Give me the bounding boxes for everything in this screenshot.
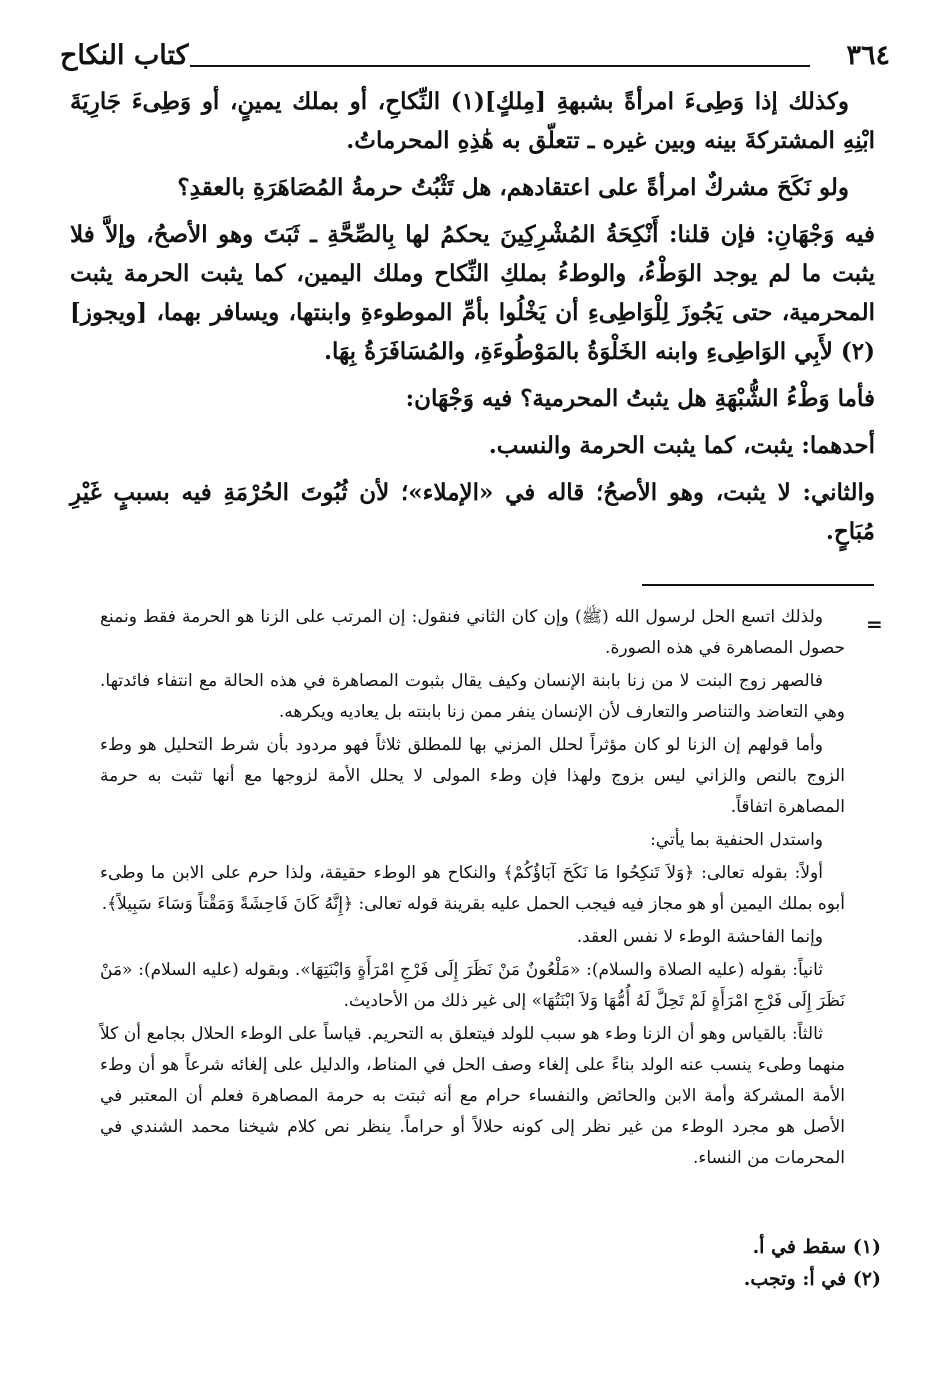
note-paragraph: أولاً: بقوله تعالى: ﴿وَلاَ تَنكِحُوا مَا نَكَحَ آبَاؤُكُمْ﴾ والنكاح هو الوطء حقيقة، ولذا حرم على الابن ما وطىء أبوه بملك اليمين أو هو مجاز فيه فيجب الحمل عليه بقرينة قوله تعالى: ﴿إِنَّهُ كَانَ فَاحِشَةً وَمَقْتاً وَسَاءَ سَبِيلاً﴾. — [100, 863, 845, 914]
footnote-item: (١) سقط في أ. — [752, 1236, 881, 1258]
header-rule — [190, 65, 810, 67]
note-paragraph: ولذلك اتسع الحل لرسول الله (ﷺ) وإن كان الثاني فنقول: إن المرتب على الزنا هو الحرمة فقط ونمنع حصول المصاهرة في هذه الصورة. — [100, 607, 845, 658]
commentary-notes — [100, 602, 845, 1176]
note-paragraph: وأما قولهم إن الزنا لو كان مؤثراً لحلل المزني بها للمطلق ثلاثاً فهو مردود بأن شرط التحليل هو وطء الزوج بالنص والزاني ليس بزوج ولهذا فإن وطء المولى لا يحلل الأمة لزوجها مع أنها تثبت به حرمة المصاهرة اتفاقاً. — [100, 735, 845, 817]
main-paragraph: فيه وَجْهَانِ: فإن قلنا: أَنْكِحَةُ المُشْرِكِينَ يحكمُ لها بِالصِّحَّةِ ـ ثَبَتَ وهو الأصحُ، وإلاَّ فلا يثبت ما لم يوجد الوَطْءُ، والوطءُ بملكِ النِّكاح وملك اليمين، كما يثبت الحرمة يثبت المحرمية، حتى يَجُوزَ لِلْوَاطِىءِ أن يَخْلُوا بأمِّ الموطوءةِ وابنتها، ويسافر بهما، [ويجوز](٢) لأَبِي الوَاطِىءِ وابنه الخَلْوَةُ بالمَوْطُوءَةِ، والمُسَافَرَةُ بِهَا. — [70, 221, 875, 365]
main-paragraph: فأما وَطْءُ الشُّبْهَةِ هل يثبتُ المحرمية؟ فيه وَجْهَان: — [405, 385, 875, 412]
main-paragraph: أحدهما: يثبت، كما يثبت الحرمة والنسب. — [488, 432, 875, 459]
note-paragraph: ثالثاً: بالقياس وهو أن الزنا وطء هو سبب للولد فيتعلق به التحريم. قياساً على الوطء الحلال بجامع أن كلاً منهما وطىء ينسب عنه الولد بناءً على إلغاء وصف الحل في المناط، والدليل على إلغائه شرعاً هو أن وطء الأمة المشركة وأمة الابن والحائض والنفساء حرام مع أنه ثبتت به حرمة المصاهرة فعلم أن المعتبر في الأصل هو مجرد الوطء من غير نظر إلى كونه حلالاً أو حراماً. ينظر نص كلام شيخنا محمد الشندي في المحرمات من النساء. — [100, 1024, 845, 1168]
note-paragraph: واستدل الحنفية بما يأتي: — [650, 830, 823, 850]
main-paragraph: ولو نَكَحَ مشركٌ امرأةً على اعتقادهم، هل تَثْبُتُ حرمةُ المُصَاهَرَةِ بالعقدِ؟ — [177, 174, 849, 201]
main-text — [70, 82, 875, 559]
note-paragraph: فالصهر زوج البنت لا من زنا بابنة الإنسان وكيف يقال بثبوت المصاهرة في هذه الحالة مع انتفاء فائدتها. وهي التعاضد والتناصر والتعارف لأن الإنسان ينفر ممن زنا بابنته بل يعاديه ويكرهه. — [100, 671, 845, 722]
main-paragraph: وكذلك إذا وَطِىءَ امرأةً بشبهةِ [مِلكٍ](١) النِّكاحِ، أو بملك يمينٍ، أو وَطِىءَ جَارِيَةَ ابْنِهِ المشتركةَ بينه وبين غيره ـ تتعلّق به هَٰذِهِ المحرماتُ. — [70, 88, 875, 154]
running-title: كتاب النكاح — [60, 40, 189, 71]
note-paragraph: ثانياً: بقوله (عليه الصلاة والسلام): «مَلْعُونٌ مَنْ نَظَرَ إِلَى فَرْجِ امْرَأَةٍ وَابْنَتِهَا». وبقوله (عليه السلام): «مَنْ نَظَرَ إِلَى فَرْجِ امْرَأَةٍ لَمْ تَحِلَّ لَهُ أُمُّهَا وَلاَ ابْنَتُهَا» إلى غير ذلك من الأحاديث. — [100, 960, 845, 1011]
continuation-mark: = — [866, 612, 883, 636]
footnotes — [481, 1231, 881, 1295]
page-header — [60, 40, 890, 76]
footnote-item: (٢) في أ: وتجب. — [743, 1268, 881, 1290]
footnote-separator — [642, 584, 874, 586]
note-paragraph: وإنما الفاحشة الوطء لا نفس العقد. — [576, 927, 823, 947]
page-number: ٣٦٤ — [846, 40, 890, 71]
main-paragraph: والثاني: لا يثبت، وهو الأصحُ؛ قاله في «الإملاء»؛ لأن ثُبُوتَ الحُرْمَةِ فيه بسببٍ غَيْرِ مُبَاحٍ. — [70, 479, 875, 545]
